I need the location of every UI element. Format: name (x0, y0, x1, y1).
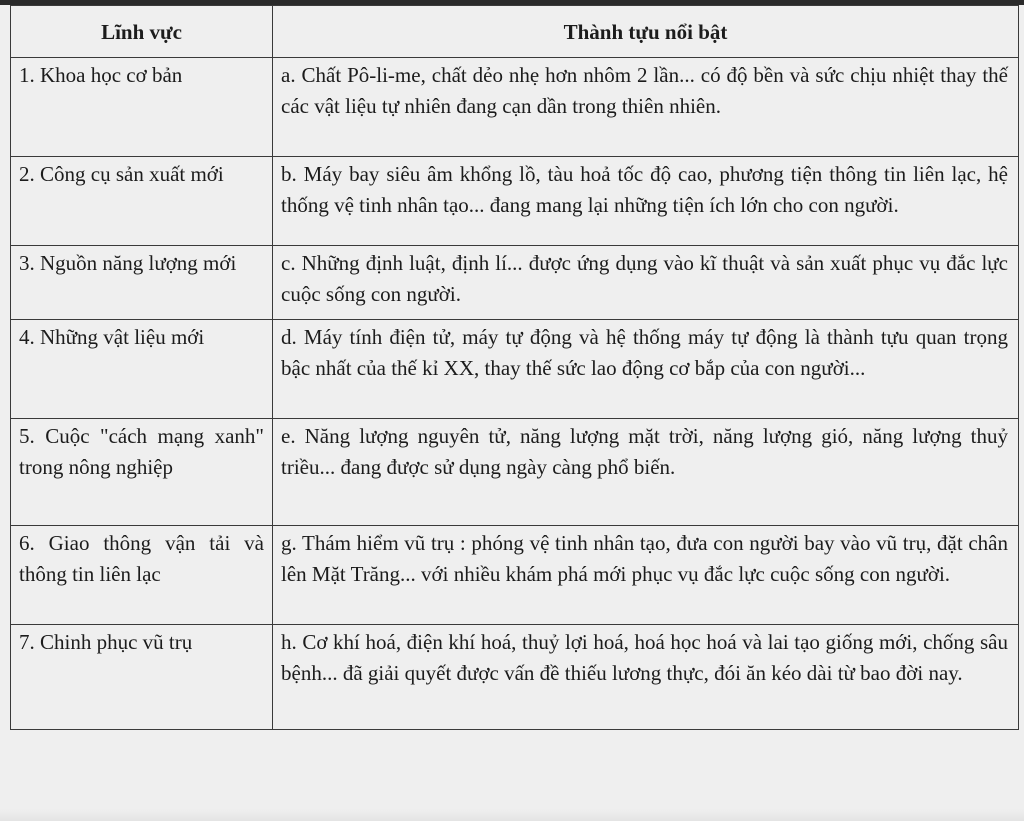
achievement-cell: h. Cơ khí hoá, điện khí hoá, thuỷ lợi hoá, hoá học hoá và lai tạo giống mới, chống sâu bệnh... đã giải quyết được vấn đề thiếu lương thực, đói ăn kéo dài từ bao đời nay. (273, 625, 1019, 730)
table-row (11, 246, 1019, 320)
table-row (11, 320, 1019, 419)
achievement-cell: b. Máy bay siêu âm khổng lồ, tàu hoả tốc độ cao, phương tiện thông tin liên lạc, hệ thống vệ tinh nhân tạo... đang mang lại những tiện ích lớn cho con người. (273, 157, 1019, 246)
bottom-edge (0, 809, 1024, 821)
achievement-cell: d. Máy tính điện tử, máy tự động và hệ thống máy tự động là thành tựu quan trọng bậc nhất của thế kỉ XX, thay thế sức lao động cơ bắp của con người... (273, 320, 1019, 419)
field-cell: 1. Khoa học cơ bản (11, 58, 273, 157)
table-row (11, 419, 1019, 526)
achievement-cell: c. Những định luật, định lí... được ứng dụng vào kĩ thuật và sản xuất phục vụ đắc lực cuộc sống con người. (273, 246, 1019, 320)
table-row (11, 58, 1019, 157)
field-cell: 7. Chinh phục vũ trụ (11, 625, 273, 730)
field-cell: 2. Công cụ sản xuất mới (11, 157, 273, 246)
field-cell: 3. Nguồn năng lượng mới (11, 246, 273, 320)
achievement-cell: e. Năng lượng nguyên tử, năng lượng mặt trời, năng lượng gió, năng lượng thuỷ triều... đang được sử dụng ngày càng phổ biến. (273, 419, 1019, 526)
header-achievement: Thành tựu nổi bật (273, 6, 1019, 58)
table-row (11, 157, 1019, 246)
header-field: Lĩnh vực (11, 6, 273, 58)
field-cell: 6. Giao thông vận tải và thông tin liên lạc (11, 526, 273, 625)
field-cell: 5. Cuộc "cách mạng xanh" trong nông nghiệp (11, 419, 273, 526)
achievements-table (10, 5, 1019, 730)
table-row (11, 625, 1019, 730)
achievement-cell: g. Thám hiểm vũ trụ : phóng vệ tinh nhân tạo, đưa con người bay vào vũ trụ, đặt chân lên Mặt Trăng... với nhiều khám phá mới phục vụ đắc lực cuộc sống con người. (273, 526, 1019, 625)
achievement-cell: a. Chất Pô-li-me, chất dẻo nhẹ hơn nhôm 2 lần... có độ bền và sức chịu nhiệt thay thế các vật liệu tự nhiên đang cạn dần trong thiên nhiên. (273, 58, 1019, 157)
field-cell: 4. Những vật liệu mới (11, 320, 273, 419)
table-row (11, 526, 1019, 625)
header-row (11, 6, 1019, 58)
